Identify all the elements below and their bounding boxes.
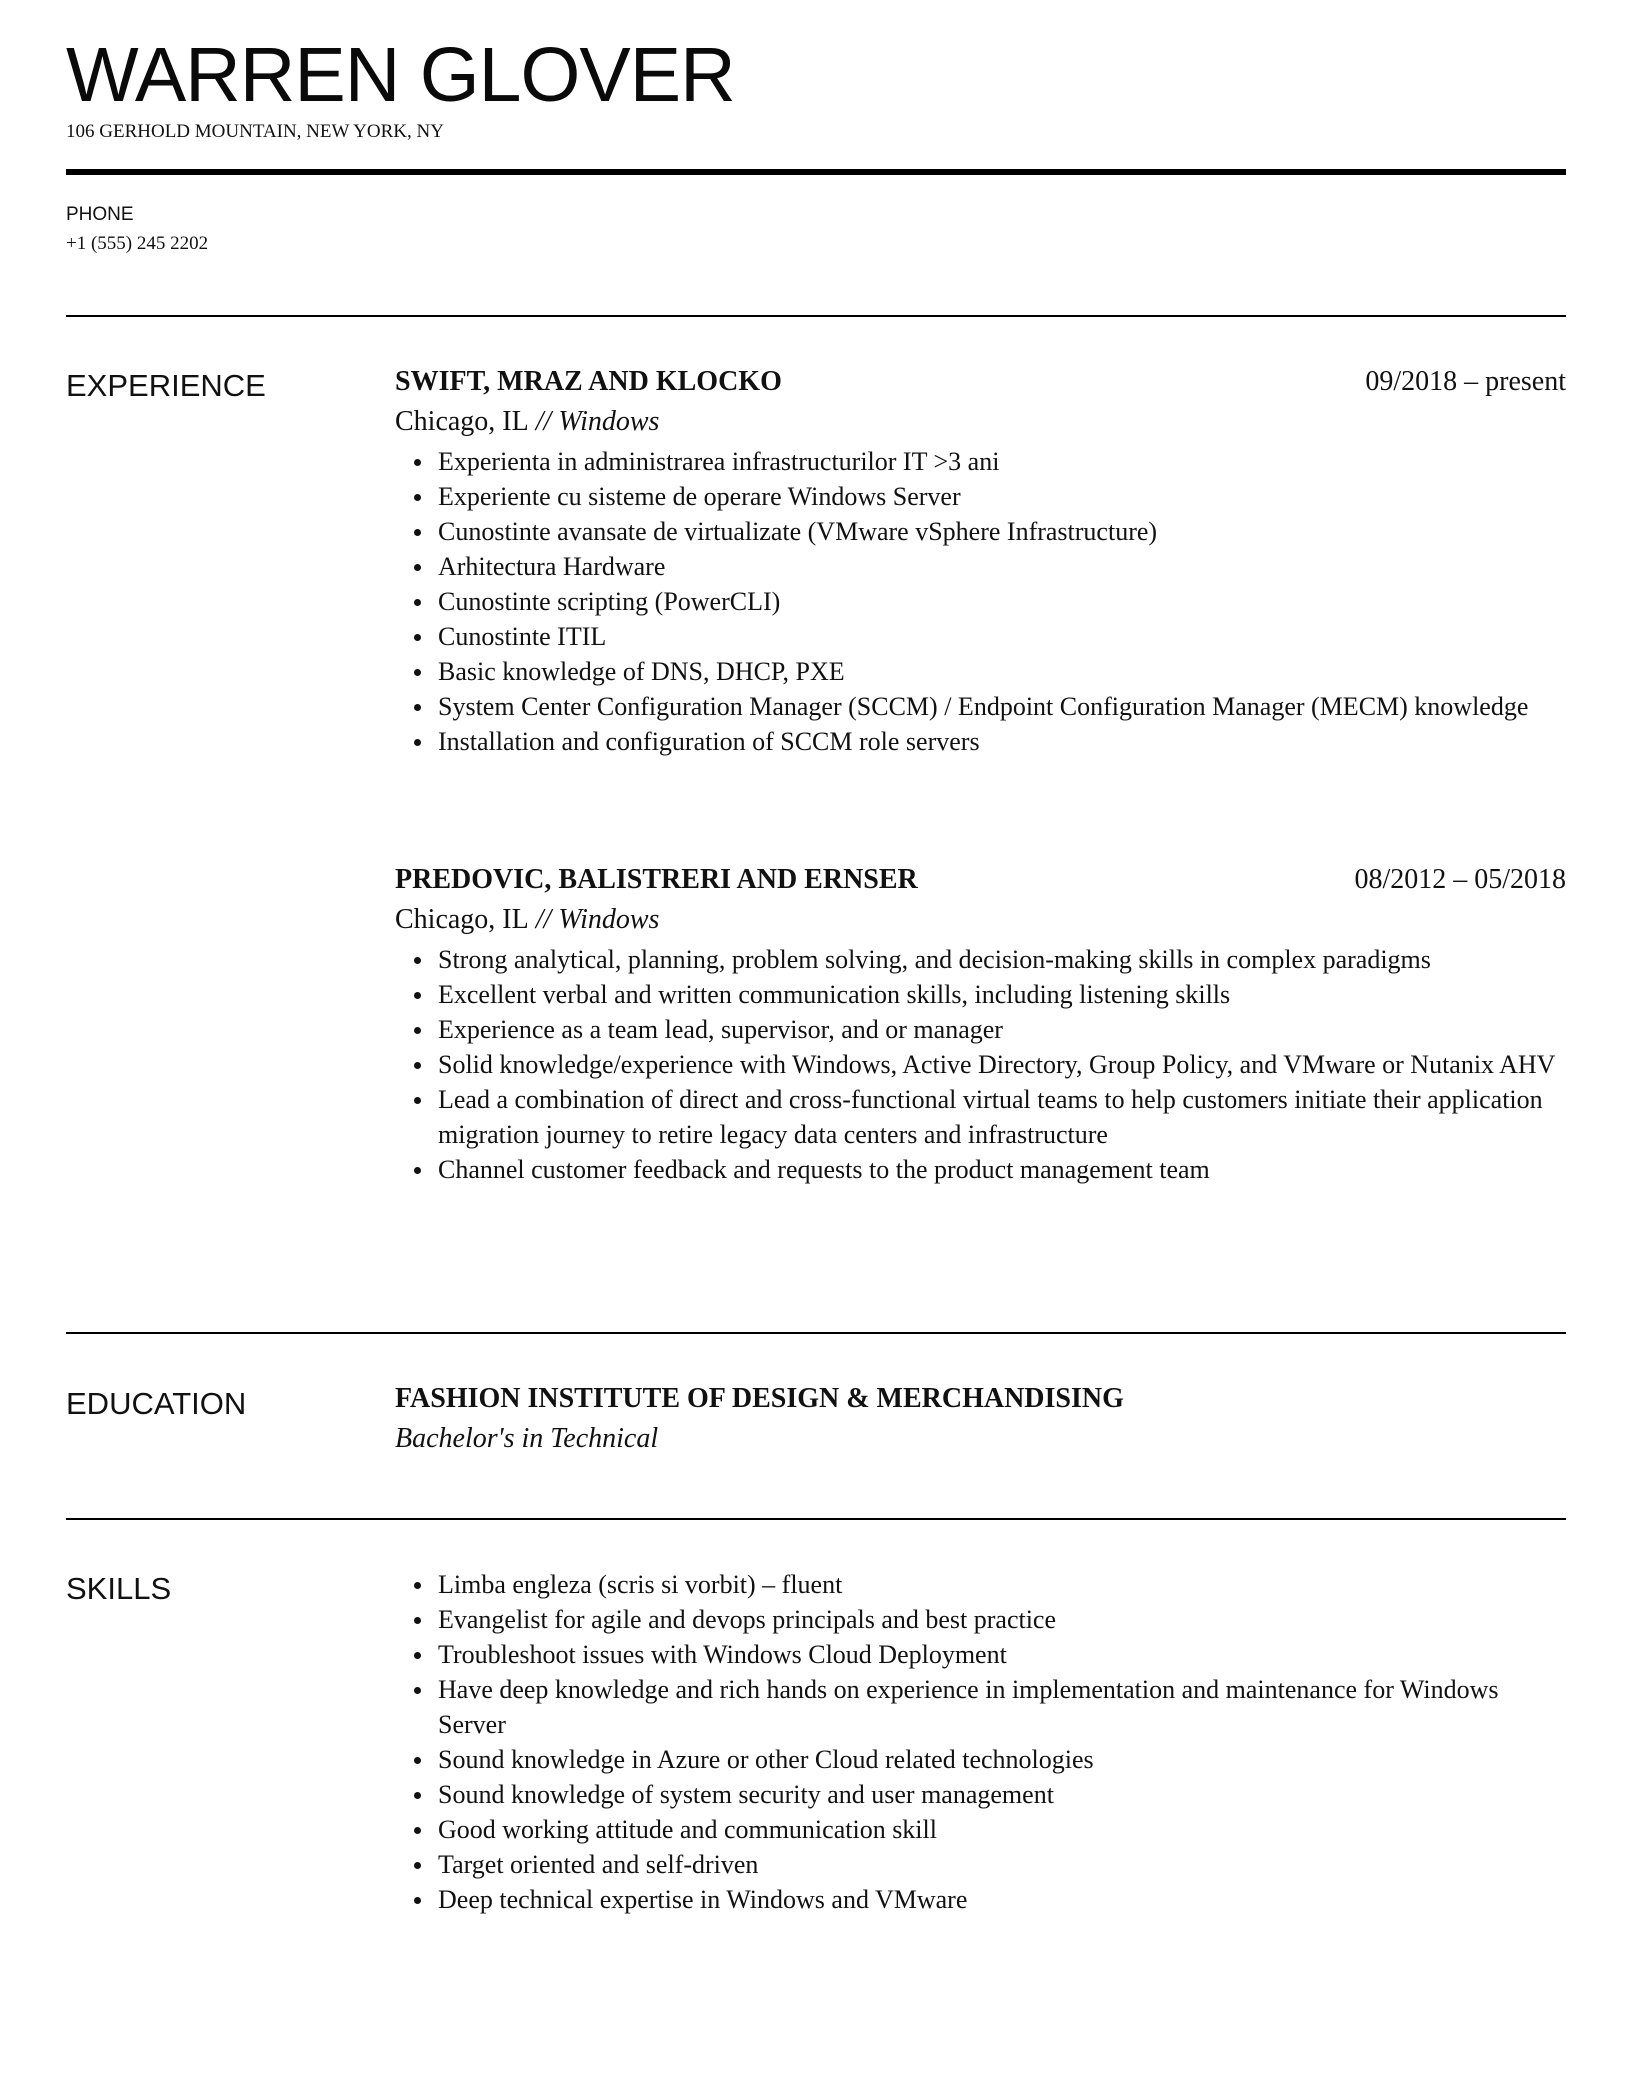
list-item: Experience as a team lead, supervisor, and or manager <box>395 1012 1566 1047</box>
skills-list <box>395 1567 1566 1917</box>
job-bullets <box>395 444 1566 759</box>
list-item: Experienta in administrarea infrastructurilor IT >3 ani <box>395 444 1566 479</box>
education-entry <box>395 1381 1566 1457</box>
list-item: Solid knowledge/experience with Windows, Active Directory, Group Policy, and VMware or Nutanix AHV <box>395 1047 1566 1082</box>
phone-number: +1 (555) 245 2202 <box>66 233 209 254</box>
candidate-name: WARREN GLOVER <box>66 32 735 118</box>
list-item: Sound knowledge in Azure or other Cloud related technologies <box>395 1742 1566 1777</box>
list-item: Deep technical expertise in Windows and VMware <box>395 1882 1566 1917</box>
list-item: Troubleshoot issues with Windows Cloud Deployment <box>395 1637 1566 1672</box>
job-entry <box>395 862 1566 1187</box>
job-role: Windows <box>558 406 660 437</box>
experience-heading: EXPERIENCE <box>66 368 266 403</box>
job-dates: 08/2012 – 05/2018 <box>1354 864 1566 895</box>
list-item: Sound knowledge of system security and user management <box>395 1777 1566 1812</box>
job-location-line <box>395 404 1566 440</box>
list-item: Cunostinte avansate de virtualizate (VMware vSphere Infrastructure) <box>395 514 1566 549</box>
list-item: Channel customer feedback and requests to the product management team <box>395 1152 1566 1187</box>
list-item: Arhitectura Hardware <box>395 549 1566 584</box>
job-header <box>395 862 1566 898</box>
job-location-line <box>395 902 1566 938</box>
list-item: Basic knowledge of DNS, DHCP, PXE <box>395 654 1566 689</box>
candidate-address: 106 GERHOLD MOUNTAIN, NEW YORK, NY <box>66 121 444 142</box>
education-heading: EDUCATION <box>66 1386 247 1421</box>
list-item: Cunostinte scripting (PowerCLI) <box>395 584 1566 619</box>
section-divider <box>66 315 1566 317</box>
list-item: Good working attitude and communication skill <box>395 1812 1566 1847</box>
job-location: Chicago, IL <box>395 904 529 935</box>
company-name: SWIFT, MRAZ AND KLOCKO <box>395 366 782 397</box>
job-separator: // <box>528 406 559 437</box>
job-bullets <box>395 942 1566 1187</box>
list-item: Limba engleza (scris si vorbit) – fluent <box>395 1567 1566 1602</box>
list-item: Cunostinte ITIL <box>395 619 1566 654</box>
skills-list-container <box>395 1567 1566 1917</box>
list-item: System Center Configuration Manager (SCCM) / Endpoint Configuration Manager (MECM) knowledge <box>395 689 1566 724</box>
list-item: Target oriented and self-driven <box>395 1847 1566 1882</box>
header-divider <box>66 169 1566 175</box>
list-item: Have deep knowledge and rich hands on experience in implementation and maintenance for Windows Server <box>395 1672 1566 1742</box>
list-item: Experiente cu sisteme de operare Windows Server <box>395 479 1566 514</box>
job-location: Chicago, IL <box>395 406 529 437</box>
list-item: Installation and configuration of SCCM role servers <box>395 724 1566 759</box>
phone-label: PHONE <box>66 204 134 225</box>
list-item: Lead a combination of direct and cross-functional virtual teams to help customers initiate their application migration journey to retire legacy data centers and infrastructure <box>395 1082 1566 1152</box>
degree: Bachelor's in Technical <box>395 1423 659 1454</box>
job-header <box>395 364 1566 400</box>
list-item: Strong analytical, planning, problem solving, and decision-making skills in complex paradigms <box>395 942 1566 977</box>
job-entry <box>395 364 1566 759</box>
list-item: Excellent verbal and written communication skills, including listening skills <box>395 977 1566 1012</box>
list-item: Evangelist for agile and devops principals and best practice <box>395 1602 1566 1637</box>
job-role: Windows <box>558 904 660 935</box>
section-divider <box>66 1332 1566 1334</box>
section-divider <box>66 1518 1566 1520</box>
skills-heading: SKILLS <box>66 1571 172 1606</box>
company-name: PREDOVIC, BALISTRERI AND ERNSER <box>395 864 918 895</box>
school-name: FASHION INSTITUTE OF DESIGN & MERCHANDISING <box>395 1383 1124 1414</box>
job-dates: 09/2018 – present <box>1365 366 1566 397</box>
job-separator: // <box>528 904 559 935</box>
